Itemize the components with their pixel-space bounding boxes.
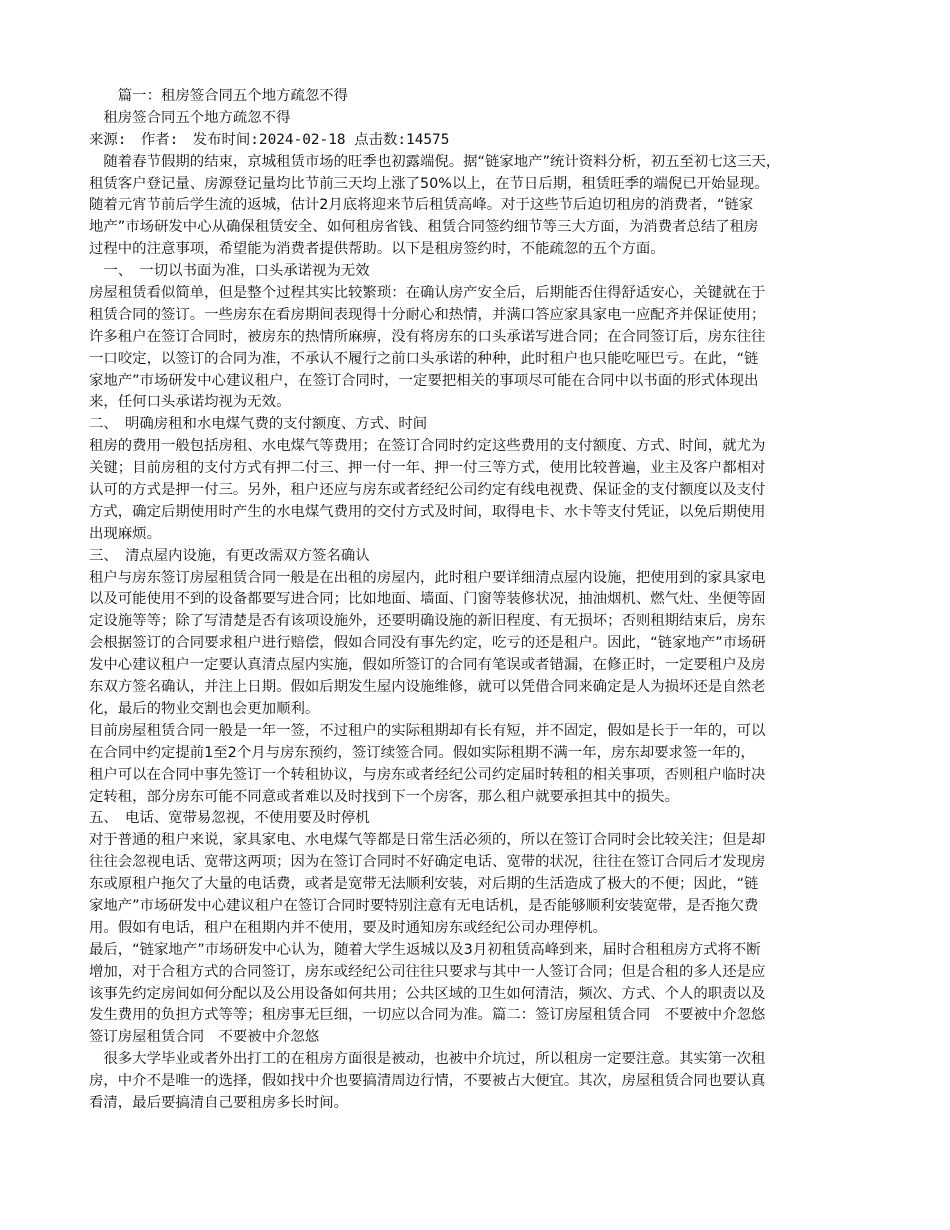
paragraph-line: 东或原租户拖欠了大量的电话费，或者是宽带无法顺利安装，对后期的生活造成了极大的不便；因此，“链	[89, 876, 759, 893]
paragraph-line: 随着元宵节前后学生流的返城，估计2月底将迎来节后租赁高峰。对于这些节后迫切租房的消费者，“链家	[89, 197, 754, 214]
paragraph-line: 增加，对于合租方式的合同签订，房东或经纪公司往往只要求与其中一人签订合同；但是合租的多人还是应	[89, 963, 766, 980]
paragraph-line: 随着春节假期的结束，京城租赁市场的旺季也初露端倪。据“链家地产”统计资料分析，初五至初七这三天，	[89, 153, 781, 170]
paragraph-line: 往往会忽视电话、宽带这两项；因为在签订合同时不好确定电话、宽带的状况，往往在签订合同后才发现房	[89, 854, 766, 871]
paragraph-line: 东双方签名确认，并注上日期。假如后期发生屋内设施维修，就可以凭借合同来确定是人为损坏还是自然老	[89, 679, 766, 696]
paragraph-line: 定转租，部分房东可能不同意或者难以及时找到下一个房客，那么租户就要承担其中的损失。	[89, 788, 680, 805]
paragraph-line: 地产”市场研发中心从确保租赁安全、如何租房省钱、租赁合同签约细节等三大方面，为消费者总结了租房	[89, 219, 759, 236]
paragraph-line: 租户与房东签订房屋租赁合同一般是在出租的房屋内，此时租户要详细清点屋内设施，把使用到的家具家电	[89, 569, 766, 586]
paragraph-line: 一口咬定，以签订的合同为准，不承认不履行之前口头承诺的种种，此时租户也只能吃哑巴亏。在此，“链	[89, 350, 759, 367]
document-body	[89, 86, 861, 1115]
paragraph-line: 目前房屋租赁合同一般是一年一签，不过租户的实际租期却有长有短，并不固定，假如是长于一年的，可以	[89, 722, 766, 739]
section-heading: 一、 一切以书面为准，口头承诺视为无效	[89, 263, 370, 280]
section-heading: 五、 电话、宽带易忽视，不使用要及时停机	[89, 810, 370, 827]
paragraph-line: 认可的方式是押一付三。另外，租户还应与房东或者经纪公司约定有线电视费、保证金的支付额度以及支付	[89, 482, 766, 499]
paragraph-line: 发中心建议租户一定要认真清点屋内实施，假如所签订的合同有笔误或者错漏，在修正时，一定要租户及房	[89, 657, 766, 674]
paragraph-line: 房屋租赁看似简单，但是整个过程其实比较繁琐：在确认房产安全后，后期能否住得舒适安心，关键就在于	[89, 285, 766, 302]
paragraph-line: 租户可以在合同中事先签订一个转租协议，与房东或者经纪公司约定届时转租的相关事项，否则租户临时决	[89, 766, 766, 783]
article-meta: 来源: 作者: 发布时间:2024-02-18 点击数:14575	[89, 131, 450, 148]
paragraph-line: 最后，“链家地产”市场研发中心认为，随着大学生返城以及3月初租赁高峰到来，届时合租租房方式将不断	[89, 941, 761, 958]
paragraph-line: 对于普通的租户来说，家具家电、水电煤气等都是日常生活必须的，所以在签订合同时会比较关注；但是却	[89, 832, 766, 849]
paragraph-line: 以及可能使用不到的设备都要写进合同；比如地面、墙面、门窗等装修状况，抽油烟机、燃气灶、坐便等固	[89, 591, 766, 608]
paragraph-line: 方式，确定后期使用时产生的水电煤气费用的交付方式及时间，取得电卡、水卡等支付凭证，以免后期使用	[89, 503, 766, 520]
paragraph-line: 许多租户在签订合同时，被房东的热情所麻痹，没有将房东的口头承诺写进合同；在合同签订后，房东往往	[89, 328, 766, 345]
paragraph-line: 来，任何口头承诺均视为无效。	[89, 394, 291, 411]
paragraph-line: 关键；目前房租的支付方式有押二付三、押一付一年、押一付三等方式，使用比较普遍，业主及客户都相对	[89, 460, 766, 477]
article-title: 篇一：租房签合同五个地方疏忽不得	[89, 88, 349, 104]
paragraph-line: 出现麻烦。	[89, 525, 161, 542]
paragraph-line: 租房的费用一般包括房租、水电煤气等费用；在签订合同时约定这些费用的支付额度、方式、时间，就尤为	[89, 438, 766, 455]
article-subtitle: 租房签合同五个地方疏忽不得	[89, 109, 291, 126]
paragraph-line: 化，最后的物业交割也会更加顺利。	[89, 700, 320, 717]
paragraph-line: 会根据签订的合同要求租户进行赔偿，假如合同没有事先约定，吃亏的还是租户。因此，“链家地产”市场研	[89, 635, 766, 652]
paragraph-line: 家地产”市场研发中心建议租户在签订合同时要特别注意有无电话机，是否能够顺利安装宽带，是否拖欠费	[89, 897, 759, 914]
paragraph-line: 租赁合同的签订。一些房东在看房期间表现得十分耐心和热情，并满口答应家具家电一应配齐并保证使用；	[89, 306, 766, 323]
paragraph-line: 看清，最后要搞清自己要租房多长时间。	[89, 1094, 349, 1111]
section-heading: 签订房屋租赁合同 不要被中介忽悠	[89, 1029, 320, 1046]
paragraph-line: 定设施等等；除了写清楚是否有该项设施外，还要明确设施的新旧程度、有无损坏；否则租期结束后，房东	[89, 613, 766, 630]
paragraph-line: 用。假如有电话，租户在租期内并不使用，要及时通知房东或经纪公司办理停机。	[89, 919, 608, 936]
paragraph-line: 很多大学毕业或者外出打工的在租房方面很是被动，也被中介坑过，所以租房一定要注意。其实第一次租	[89, 1051, 766, 1068]
paragraph-line: 家地产”市场研发中心建议租户，在签订合同时，一定要把相关的事项尽可能在合同中以书面的形式体现出	[89, 372, 759, 389]
paragraph-line: 租赁客户登记量、房源登记量均比节前三天均上涨了50%以上，在节日后期，租赁旺季的端倪已开始显现。	[89, 175, 769, 192]
paragraph-line: 过程中的注意事项，希望能为消费者提供帮助。以下是租房签约时，不能疏忽的五个方面。	[89, 241, 665, 258]
paragraph-line: 在合同中约定提前1至2个月与房东预约，签订续签合同。假如实际租期不满一年，房东却要求签一年的，	[89, 744, 755, 761]
paragraph-line: 该事先约定房间如何分配以及公用设备如何共用；公共区域的卫生如何清洁，频次、方式、个人的职责以及	[89, 985, 766, 1002]
paragraph-line: 房，中介不是唯一的选择，假如找中介也要搞清周边行情，不要被占大便宜。其次，房屋租赁合同也要认真	[89, 1073, 766, 1090]
paragraph-line: 发生费用的负担方式等等；租房事无巨细，一切应以合同为准。篇二：签订房屋租赁合同 不要被中介忽悠	[89, 1007, 766, 1024]
section-heading: 二、 明确房租和水电煤气费的支付额度、方式、时间	[89, 416, 428, 433]
section-heading: 三、 清点屋内设施，有更改需双方签名确认	[89, 547, 370, 564]
